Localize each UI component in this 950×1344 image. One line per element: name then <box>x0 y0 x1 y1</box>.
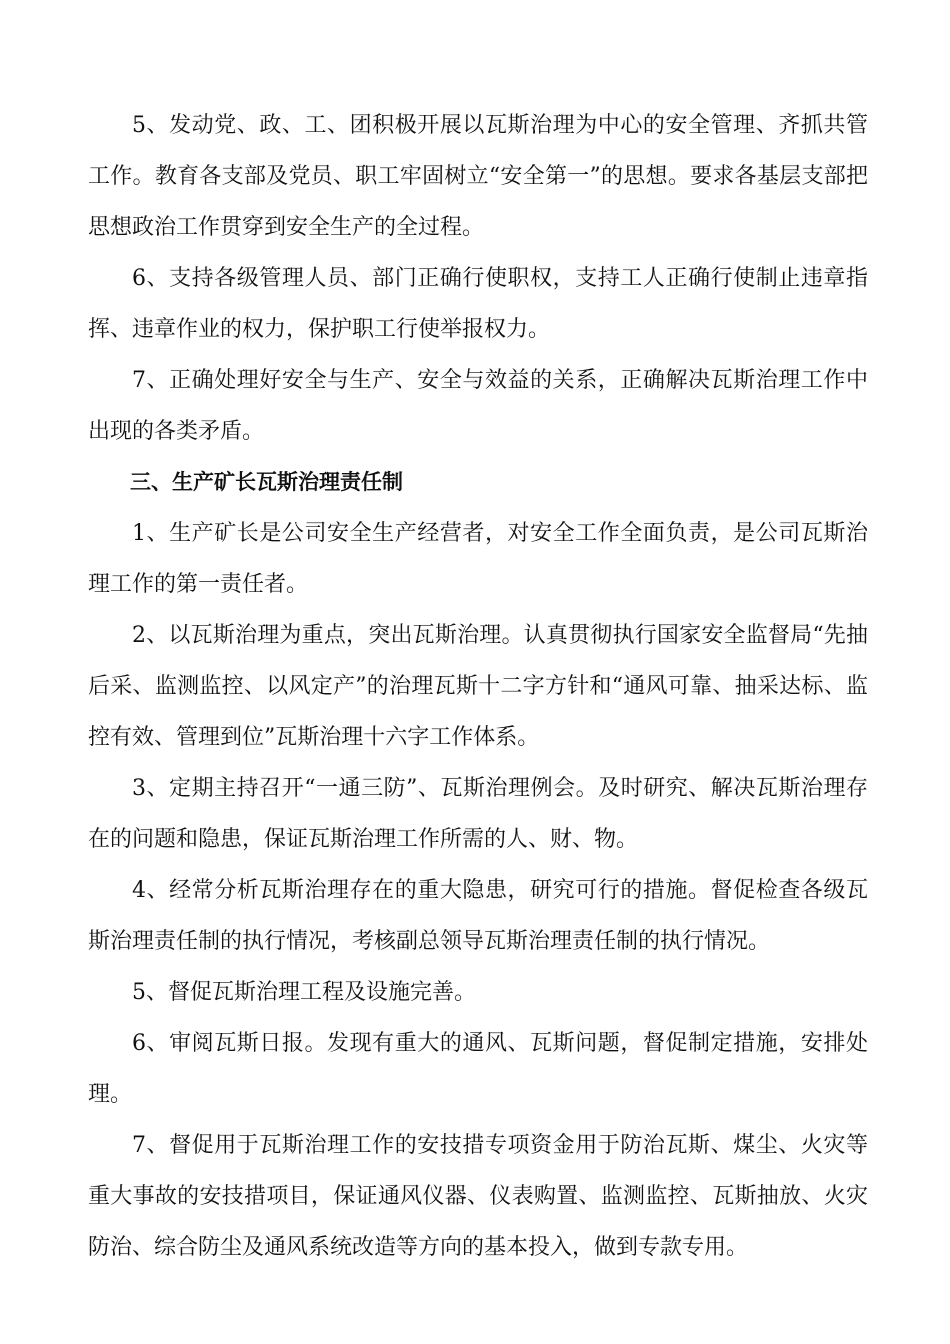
paragraph-hazard-analysis: 4、经常分析瓦斯治理存在的重大隐患，研究可行的措施。督促检查各级瓦斯治理责任制的执行情况，考核副总领导瓦斯治理责任制的执行情况。 <box>88 878 868 954</box>
paragraph-regular-meetings: 3、定期主持召开“一通三防”、瓦斯治理例会。及时研究、解决瓦斯治理存在的问题和隐患，保证瓦斯治理工作所需的人、财、物。 <box>88 776 868 852</box>
paragraph-special-funds: 7、督促用于瓦斯治理工作的安技措专项资金用于防治瓦斯、煤尘、火灾等重大事故的安技措项目，保证通风仪器、仪表购置、监测监控、瓦斯抽放、火灾防治、综合防尘及通风系统改造等方向的基本投入，做到专款专用。 <box>88 1133 868 1260</box>
paragraph-safety-production-balance: 7、正确处理好安全与生产、安全与效益的关系，正确解决瓦斯治理工作中出现的各类矛盾。 <box>88 368 868 444</box>
document-page <box>88 100 868 1273</box>
paragraph-daily-report-review: 6、审阅瓦斯日报。发现有重大的通风、瓦斯问题，督促制定措施，安排处理。 <box>88 1031 868 1107</box>
section-heading-production-director: 三、生产矿长瓦斯治理责任制 <box>130 470 403 494</box>
paragraph-gas-control-focus: 2、以瓦斯治理为重点，突出瓦斯治理。认真贯彻执行国家安全监督局“先抽后采、监测监控、以风定产”的治理瓦斯十二字方针和“通风可靠、抽采达标、监控有效、管理到位”瓦斯治理十六字工作体系。 <box>88 623 868 750</box>
paragraph-engineering-facilities: 5、督促瓦斯治理工程及设施完善。 <box>132 980 476 1005</box>
paragraph-director-responsibility: 1、生产矿长是公司安全生产经营者，对安全工作全面负责，是公司瓦斯治理工作的第一责任者。 <box>88 521 868 597</box>
paragraph-support-managers: 6、支持各级管理人员、部门正确行使职权，支持工人正确行使制止违章指挥、违章作业的权力，保护职工行使举报权力。 <box>88 266 868 342</box>
paragraph-party-safety-management: 5、发动党、政、工、团积极开展以瓦斯治理为中心的安全管理、齐抓共管工作。教育各支部及党员、职工牢固树立“安全第一”的思想。要求各基层支部把思想政治工作贯穿到安全生产的全过程。 <box>88 113 868 240</box>
